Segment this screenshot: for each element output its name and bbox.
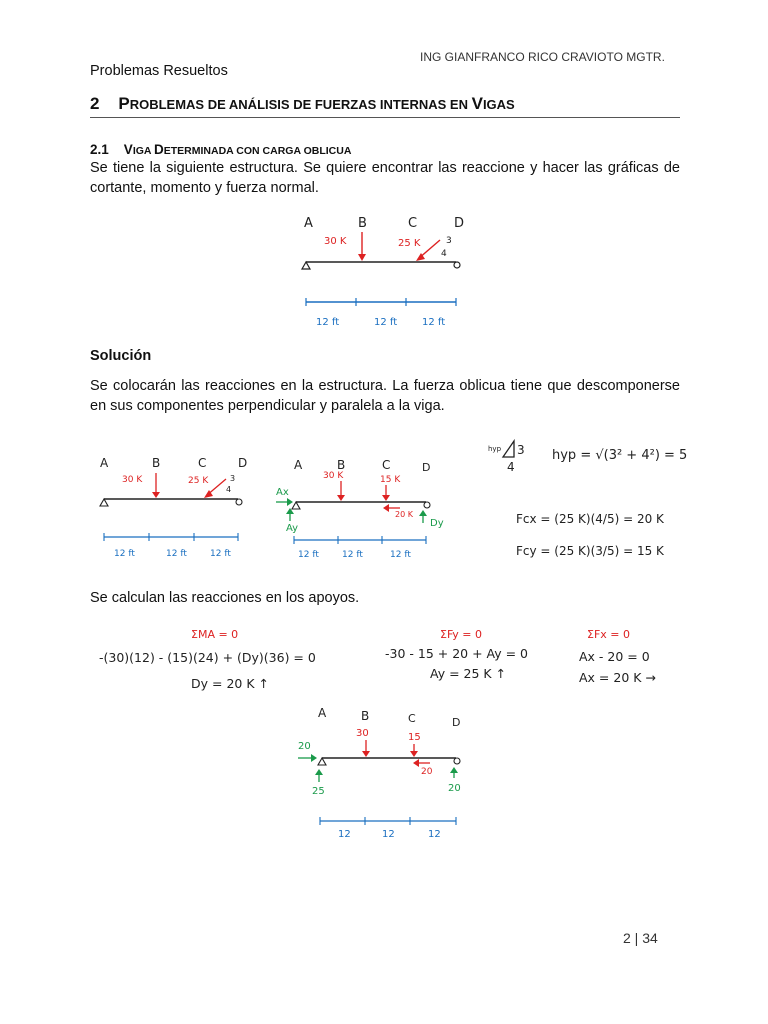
fig3-arrowhead-c [410, 751, 418, 757]
reactions-paragraph: Se calculan las reacciones en los apoyos. [90, 590, 360, 606]
fig2-point-b: B [152, 456, 161, 470]
fig2b-arrowhead-c [382, 495, 390, 501]
equilibrium-equations [95, 620, 685, 695]
fig1-load-25k: 25 K [398, 238, 421, 249]
fig3-span-3: 12 [428, 829, 441, 840]
fig2b-point-d: D [422, 461, 431, 474]
fig2b-point-c: C [382, 458, 391, 472]
fig1-point-b: B [358, 216, 367, 231]
fig3-dy-value: 20 [448, 783, 461, 794]
ay-result: Ay = 25 K ↑ [430, 666, 507, 681]
fig2b-span-1: 12 ft [298, 550, 319, 560]
fig3-span-2: 12 [382, 829, 395, 840]
slope-triangle [503, 441, 514, 457]
page-number: 2 | 34 [623, 930, 658, 946]
fig3-span-1: 12 [338, 829, 351, 840]
fig2b-load-30k: 30 K [323, 471, 344, 481]
fig1-point-c: C [408, 216, 418, 231]
fig1-roller-support [454, 262, 460, 268]
fig2-reactions-beam [276, 458, 444, 560]
intro-paragraph: Se tiene la siguiente estructura. Se quiere encontrar las reaccione y hacer las gráficas de cortante, momento y fuerza normal. [90, 160, 680, 196]
fig2b-arrowhead-c-horizontal [383, 504, 389, 512]
fig2-formulas [488, 441, 687, 558]
triangle-side-label: 3 [517, 443, 525, 457]
fig2-roller-support [236, 499, 242, 505]
triangle-base-label: 4 [507, 460, 515, 474]
fig2-point-a: A [100, 456, 109, 470]
dy-result: Dy = 20 K ↑ [191, 676, 269, 691]
fig3-point-b: B [361, 709, 370, 723]
section-heading [90, 94, 515, 114]
fig3-arrowhead-b [362, 751, 370, 757]
figure-final-reactions [290, 700, 480, 845]
section-rule [90, 117, 680, 118]
ma-equation: -(30)(12) - (15)(24) + (Dy)(36) = 0 [99, 650, 316, 665]
fig1-span-1: 12 ft [316, 317, 340, 328]
subsection-cap1: V [123, 142, 133, 157]
fig2b-reaction-dy: Dy [430, 518, 444, 529]
fig2-slope-bottom: 4 [226, 485, 232, 494]
header-author: ING GIANFRANCO RICO CRAVIOTO MGTR. [420, 50, 665, 64]
figure-beam-problem [290, 210, 480, 335]
section-title-cap2: V [471, 94, 483, 113]
fig2b-load-15k: 15 K [380, 475, 401, 485]
sum-fx-title: ΣFx = 0 [587, 628, 630, 641]
fig1-span-2: 12 ft [374, 317, 398, 328]
fig2b-point-b: B [337, 458, 346, 472]
fig3-point-d: D [452, 716, 461, 729]
fig1-span-3: 12 ft [422, 317, 446, 328]
section-title-rest2: IGAS [482, 97, 515, 112]
fig2b-roller-support [424, 502, 430, 508]
fig3-load-b: 30 [356, 728, 369, 739]
fig3-roller-support [454, 758, 460, 764]
fig2b-span-2: 12 ft [342, 550, 363, 560]
fig2-span-2: 12 ft [166, 549, 187, 559]
subsection-heading [90, 142, 351, 157]
fig1-arrowhead-b [358, 254, 366, 261]
fig2-span-1: 12 ft [114, 549, 135, 559]
fig1-point-d: D [454, 216, 465, 231]
fig3-point-a: A [318, 706, 327, 720]
triangle-hyp-label: hyp [488, 445, 502, 453]
fig2-point-d: D [238, 456, 248, 470]
section-number: 2 [90, 94, 100, 113]
figure-reactions-decomposition [90, 435, 690, 570]
fig3-point-c: C [408, 712, 416, 725]
fig3-arrowhead-ay [315, 769, 323, 775]
fig2-load-25k: 25 K [188, 476, 209, 486]
fig2b-span-3: 12 ft [390, 550, 411, 560]
header-document-title: Problemas Resueltos [90, 63, 228, 79]
subsection-cap2: D [154, 142, 164, 157]
decompose-paragraph: Se colocarán las reacciones en la estructura. La fuerza oblicua tiene que descomponerse en sus componentes perpendicular y paralela a la viga. [90, 378, 680, 414]
fig2-pin-support [100, 499, 108, 506]
fig2-span-3: 12 ft [210, 549, 231, 559]
subsection-rest2: ETERMINADA CON CARGA OBLICUA [163, 145, 352, 157]
fig2b-pin-support [292, 502, 300, 509]
fig1-slope-bottom: 4 [441, 249, 447, 259]
ax-result: Ax = 20 K → [579, 670, 656, 685]
fig2b-arrowhead-b [337, 495, 345, 501]
fig3-load-c: 15 [408, 732, 421, 743]
fig2-arrowhead-b [152, 492, 160, 498]
fcx-formula: Fcx = (25 K)(4/5) = 20 K [516, 512, 664, 526]
subsection-rest1: IGA [132, 145, 155, 157]
subsection-number: 2.1 [90, 142, 109, 157]
fig3-arrowhead-ax [311, 754, 317, 762]
fig2-slope-top: 3 [230, 474, 236, 483]
fig2b-point-a: A [294, 458, 303, 472]
fig3-arrowhead-dy [450, 767, 458, 773]
fig2b-load-20k: 20 K [395, 510, 413, 519]
sum-ma-title: ΣMA = 0 [191, 628, 239, 641]
fig1-slope-top: 3 [446, 236, 452, 246]
fig3-ay-value: 25 [312, 786, 325, 797]
fig1-load-30k: 30 K [324, 236, 347, 247]
section-title-rest: ROBLEMAS DE ANÁLISIS DE FUERZAS INTERNAS EN [129, 97, 472, 112]
fig2-point-c: C [198, 456, 207, 470]
fig2b-arrowhead-dy [419, 510, 427, 516]
sum-fy-title: ΣFy = 0 [440, 628, 482, 641]
solution-heading: Solución [90, 348, 152, 364]
fy-equation: -30 - 15 + 20 + Ay = 0 [385, 646, 528, 661]
fig1-pin-support [302, 262, 310, 269]
fx-equation: Ax - 20 = 0 [579, 649, 650, 664]
fig1-point-a: A [304, 216, 313, 231]
section-title-cap: P [118, 94, 130, 113]
fig2b-arrowhead-ax [287, 498, 293, 506]
fig3-ax-value: 20 [298, 741, 311, 752]
fig3-horiz-c: 20 [421, 767, 433, 777]
fig3-pin-support [318, 758, 326, 765]
fig2b-reaction-ax: Ax [276, 487, 289, 498]
fig2b-reaction-ay: Ay [286, 523, 299, 534]
hyp-formula: hyp = √(3² + 4²) = 5 [552, 448, 688, 463]
fig2-load-30k: 30 K [122, 475, 143, 485]
fig2-original-beam [100, 456, 247, 559]
fcy-formula: Fcy = (25 K)(3/5) = 15 K [516, 544, 664, 558]
fig3-arrowhead-c-horizontal [413, 759, 419, 767]
